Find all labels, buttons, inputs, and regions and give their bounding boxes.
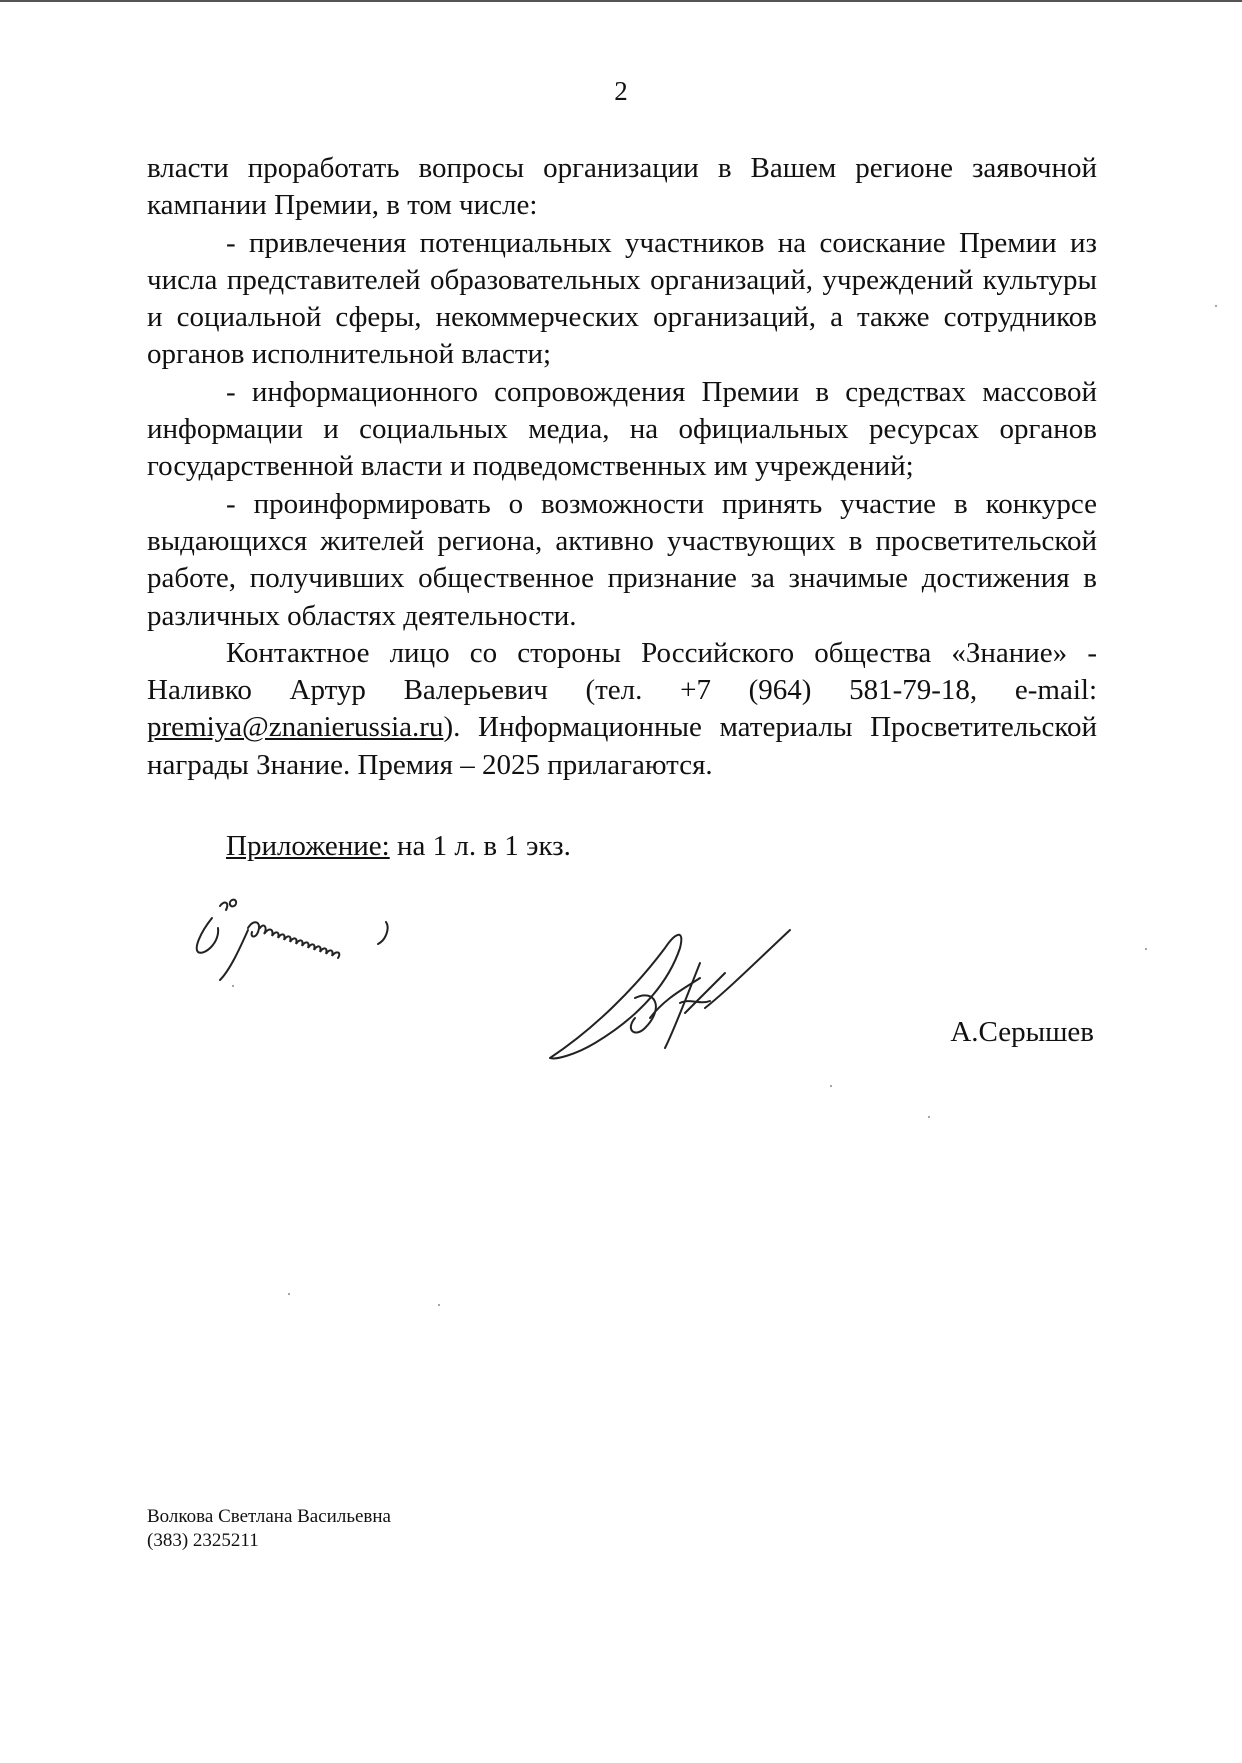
attachment-text: на 1 л. в 1 экз. — [389, 830, 571, 862]
scan-speck — [1145, 948, 1147, 950]
scan-speck — [928, 1116, 930, 1118]
scan-speck — [1215, 305, 1217, 307]
executor-phone: (383) 2325211 — [147, 1530, 259, 1551]
scan-speck — [830, 1085, 832, 1087]
attachment-label: Приложение: — [226, 830, 390, 862]
paragraph-attract-participants: - привлечения потенциальных участников на соискание Премии из числа представителей образовательных организаций, учреждений культуры и социальной сферы, некоммерческих организаций, а также сотрудников органов исполнительной власти; — [147, 226, 1097, 371]
handwritten-signature — [535, 918, 835, 1068]
contact-text-after: ). Информационные материалы Просветительской награды Знание. Премия – 2025 прилагаются. — [147, 711, 1097, 781]
executor-name: Волкова Светлана Васильевна — [147, 1506, 391, 1527]
paragraph-media-support: - информационного сопровождения Премии в средствах массовой информации и социальных медиа, на официальных ресурсах органов государственной власти и подведомственных им учреждений; — [147, 375, 1097, 483]
top-border — [0, 0, 1242, 2]
executor-info — [147, 1505, 391, 1553]
paragraph-intro: власти проработать вопросы организации в Вашем регионе заявочной кампании Премии, в том числе: — [147, 152, 1097, 222]
letter-body — [147, 150, 1097, 784]
scan-speck — [232, 985, 234, 987]
paragraph-contact — [147, 635, 1097, 784]
scan-speck — [288, 1293, 290, 1295]
scan-speck — [438, 1304, 440, 1306]
contact-text-before: Контактное лицо со стороны Российского общества «Знание» - Наливко Артур Валерьевич (тел. +7 (964) 581-79-18, e-mail: — [147, 636, 1097, 707]
signer-name: А.Серышев — [950, 1016, 1094, 1048]
page-number: 2 — [614, 76, 628, 106]
attachment-note — [226, 828, 571, 865]
paragraph-inform-residents: - проинформировать о возможности принять участие в конкурсе выдающихся жителей региона, активно участвующих в просветительской работе, получивших общественное признание за значимые достижения в различных областях деятельности. — [147, 487, 1097, 632]
contact-email-link[interactable]: premiya@znanierussia.ru — [147, 711, 444, 744]
handwritten-initials — [190, 888, 450, 998]
